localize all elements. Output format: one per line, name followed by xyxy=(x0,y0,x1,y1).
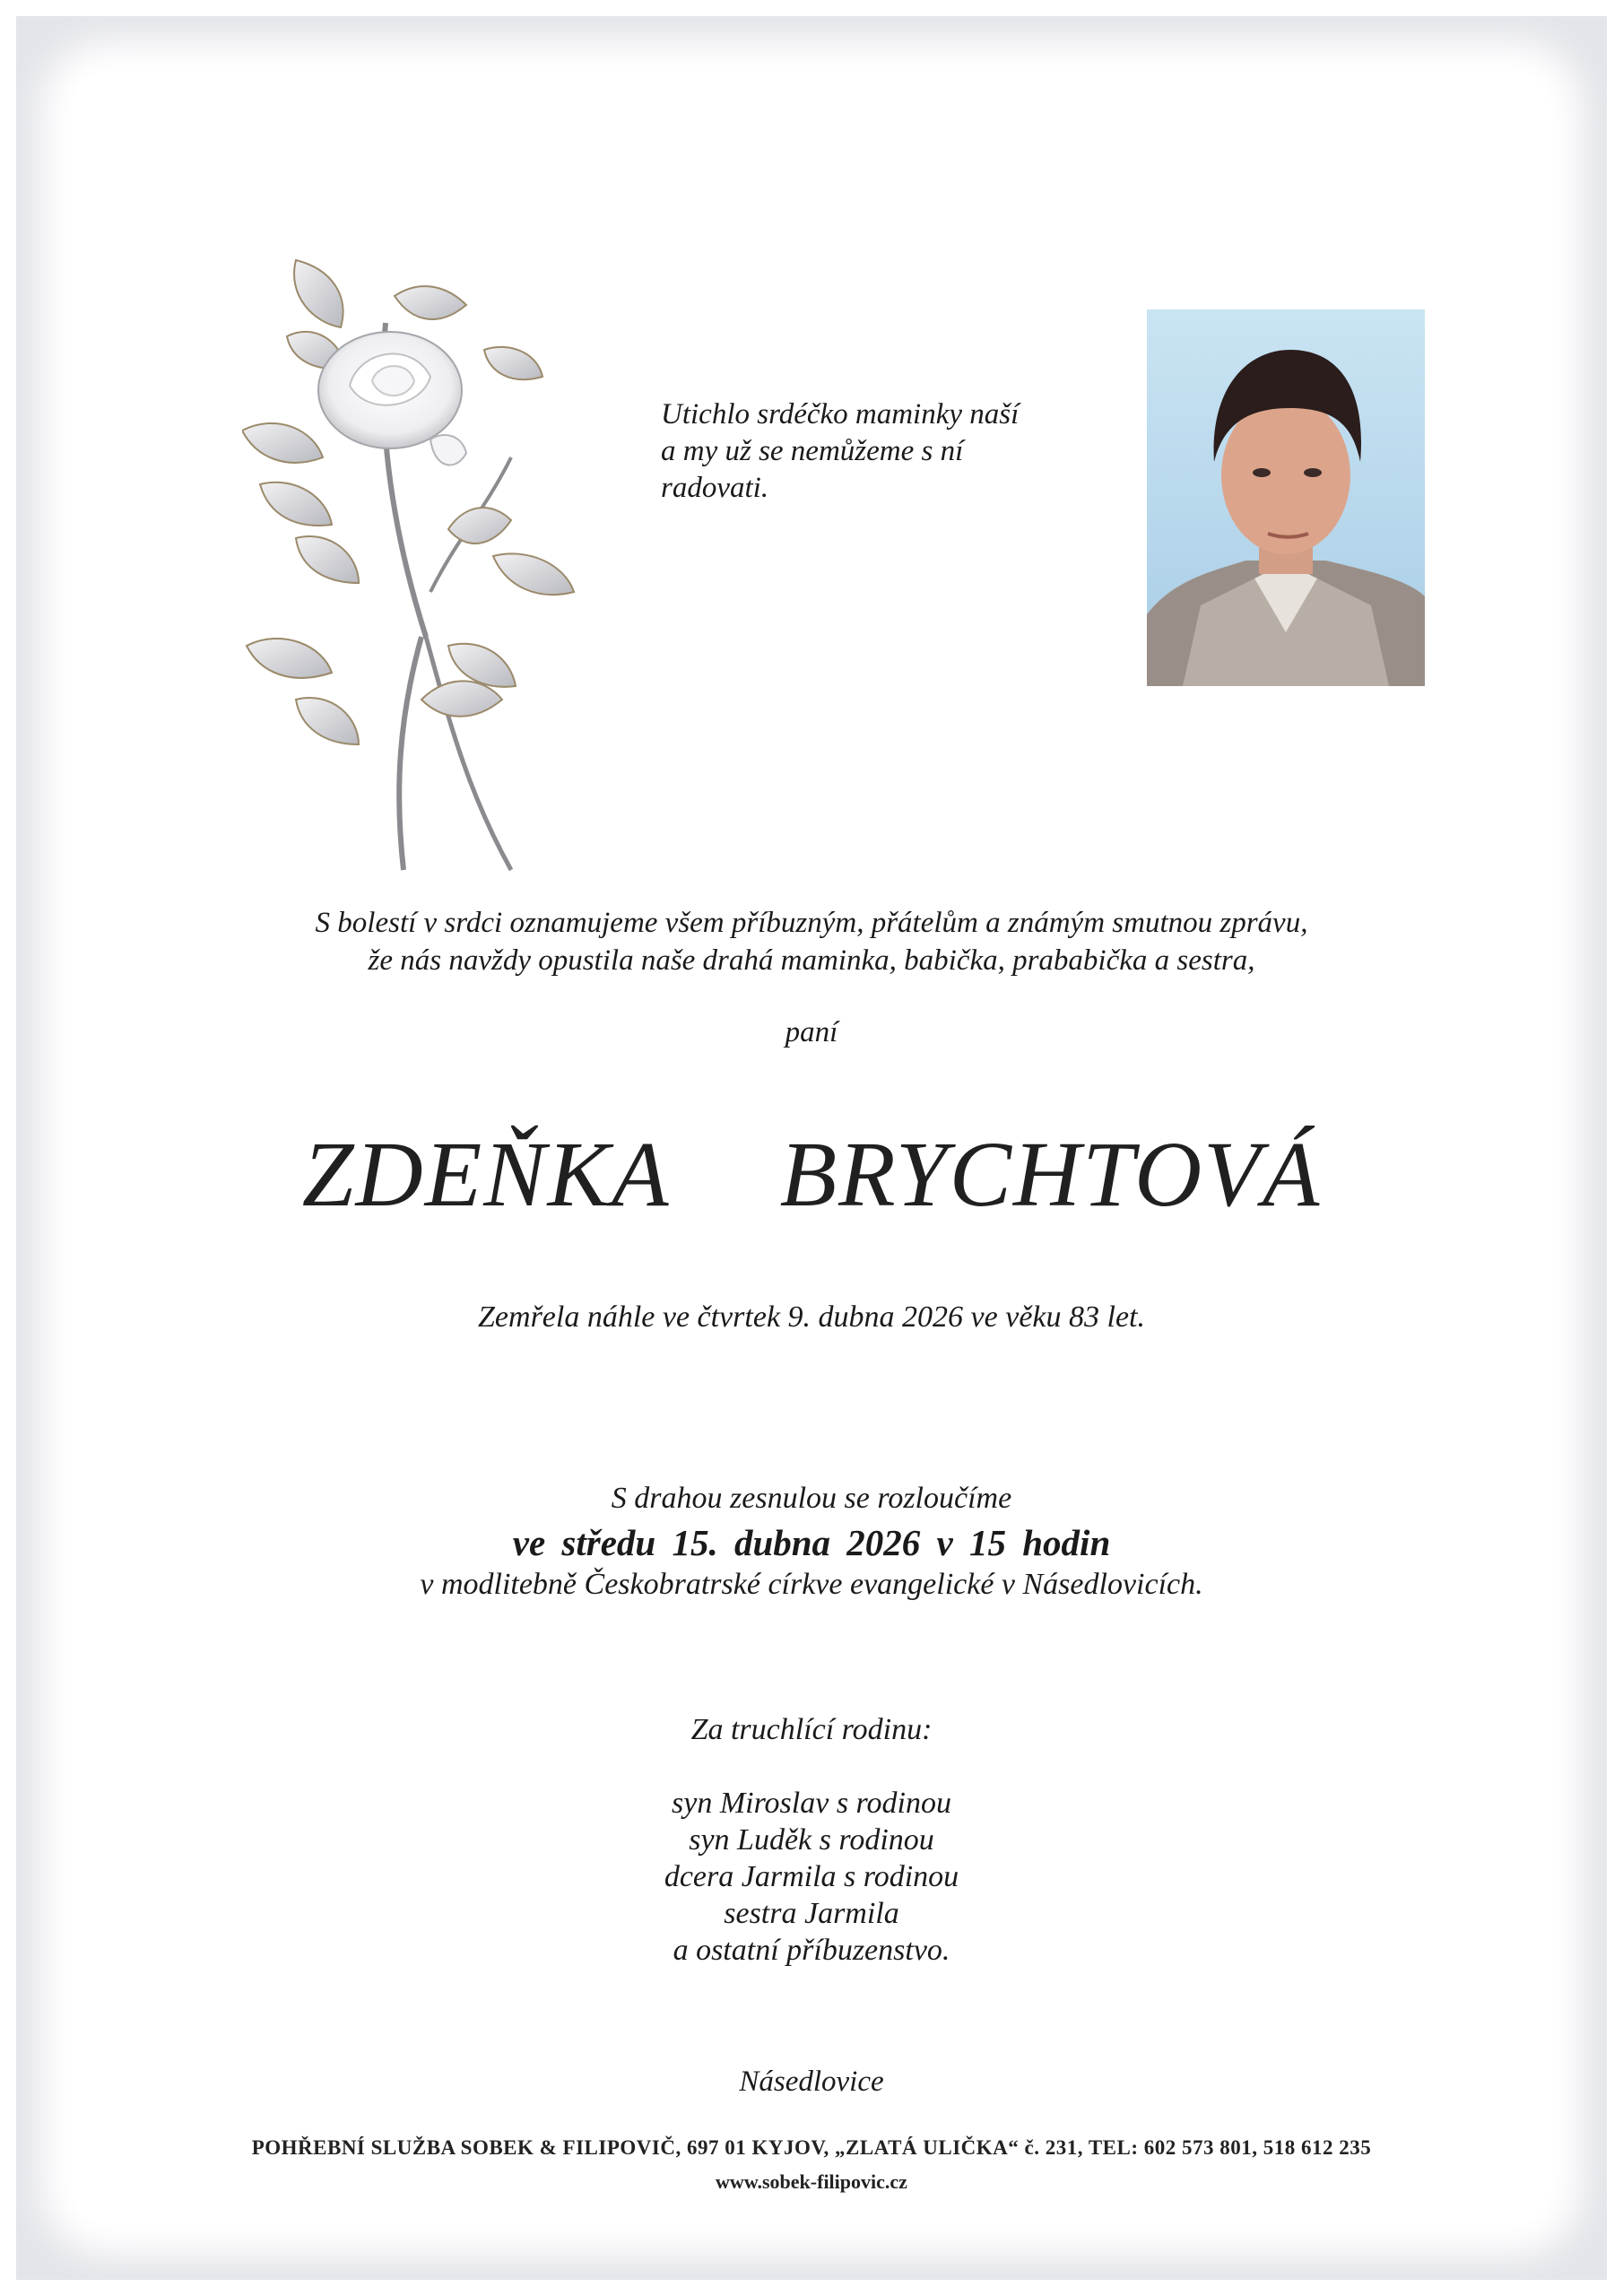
farewell-intro: S drahou zesnulou se rozloučíme xyxy=(611,1482,1012,1515)
death-line: Zemřela náhle ve čtvrtek 9. dubna 2026 ve věku 83 let. xyxy=(478,1300,1145,1334)
family-member: sestra Jarmila xyxy=(724,1897,899,1930)
family-member: syn Miroslav s rodinou xyxy=(672,1787,951,1820)
verse-line: Utichlo srdéčko maminky naší xyxy=(661,398,1020,430)
announcement-text xyxy=(0,904,1623,979)
funeral-service-website: www.sobek-filipovic.cz xyxy=(716,2170,907,2193)
family-heading: Za truchlící rodinu: xyxy=(690,1713,933,1746)
memorial-verse xyxy=(661,396,1019,507)
family-member: dcera Jarmila s rodinou xyxy=(664,1860,959,1893)
rose-illustration xyxy=(242,251,592,879)
announcement-line: S bolestí v srdci oznamujeme všem příbuzným, přátelům a známým smutnou zprávu, xyxy=(315,907,1308,939)
verse-line: a my už se nemůžeme s ní xyxy=(661,435,964,467)
family-member: a ostatní příbuzenstvo. xyxy=(673,1934,950,1967)
portrait-photo xyxy=(1147,309,1425,686)
honorific: paní xyxy=(785,1016,838,1048)
verse-line: radovati. xyxy=(661,472,769,504)
place-name: Násedlovice xyxy=(739,2066,884,2098)
family-member: syn Luděk s rodinou xyxy=(689,1823,934,1857)
announcement-line: že nás navždy opustila naše drahá maminka, babička, prababička a sestra, xyxy=(368,944,1255,977)
funeral-service-info: POHŘEBNÍ SLUŽBA SOBEK & FILIPOVIČ, 697 01 KYJOV, „ZLATÁ ULIČKA“ č. 231, TEL: 602 573 801, 518 612 235 xyxy=(251,2136,1372,2159)
farewell-location: v modlitebně Českobratrské církve evangelické v Násedlovicích. xyxy=(420,1568,1203,1601)
farewell-date: ve středu 15. dubna 2026 v 15 hodin xyxy=(512,1522,1111,1563)
family-list xyxy=(0,1785,1623,1969)
deceased-name: ZDEŇKA BRYCHTOVÁ xyxy=(301,1123,1322,1226)
